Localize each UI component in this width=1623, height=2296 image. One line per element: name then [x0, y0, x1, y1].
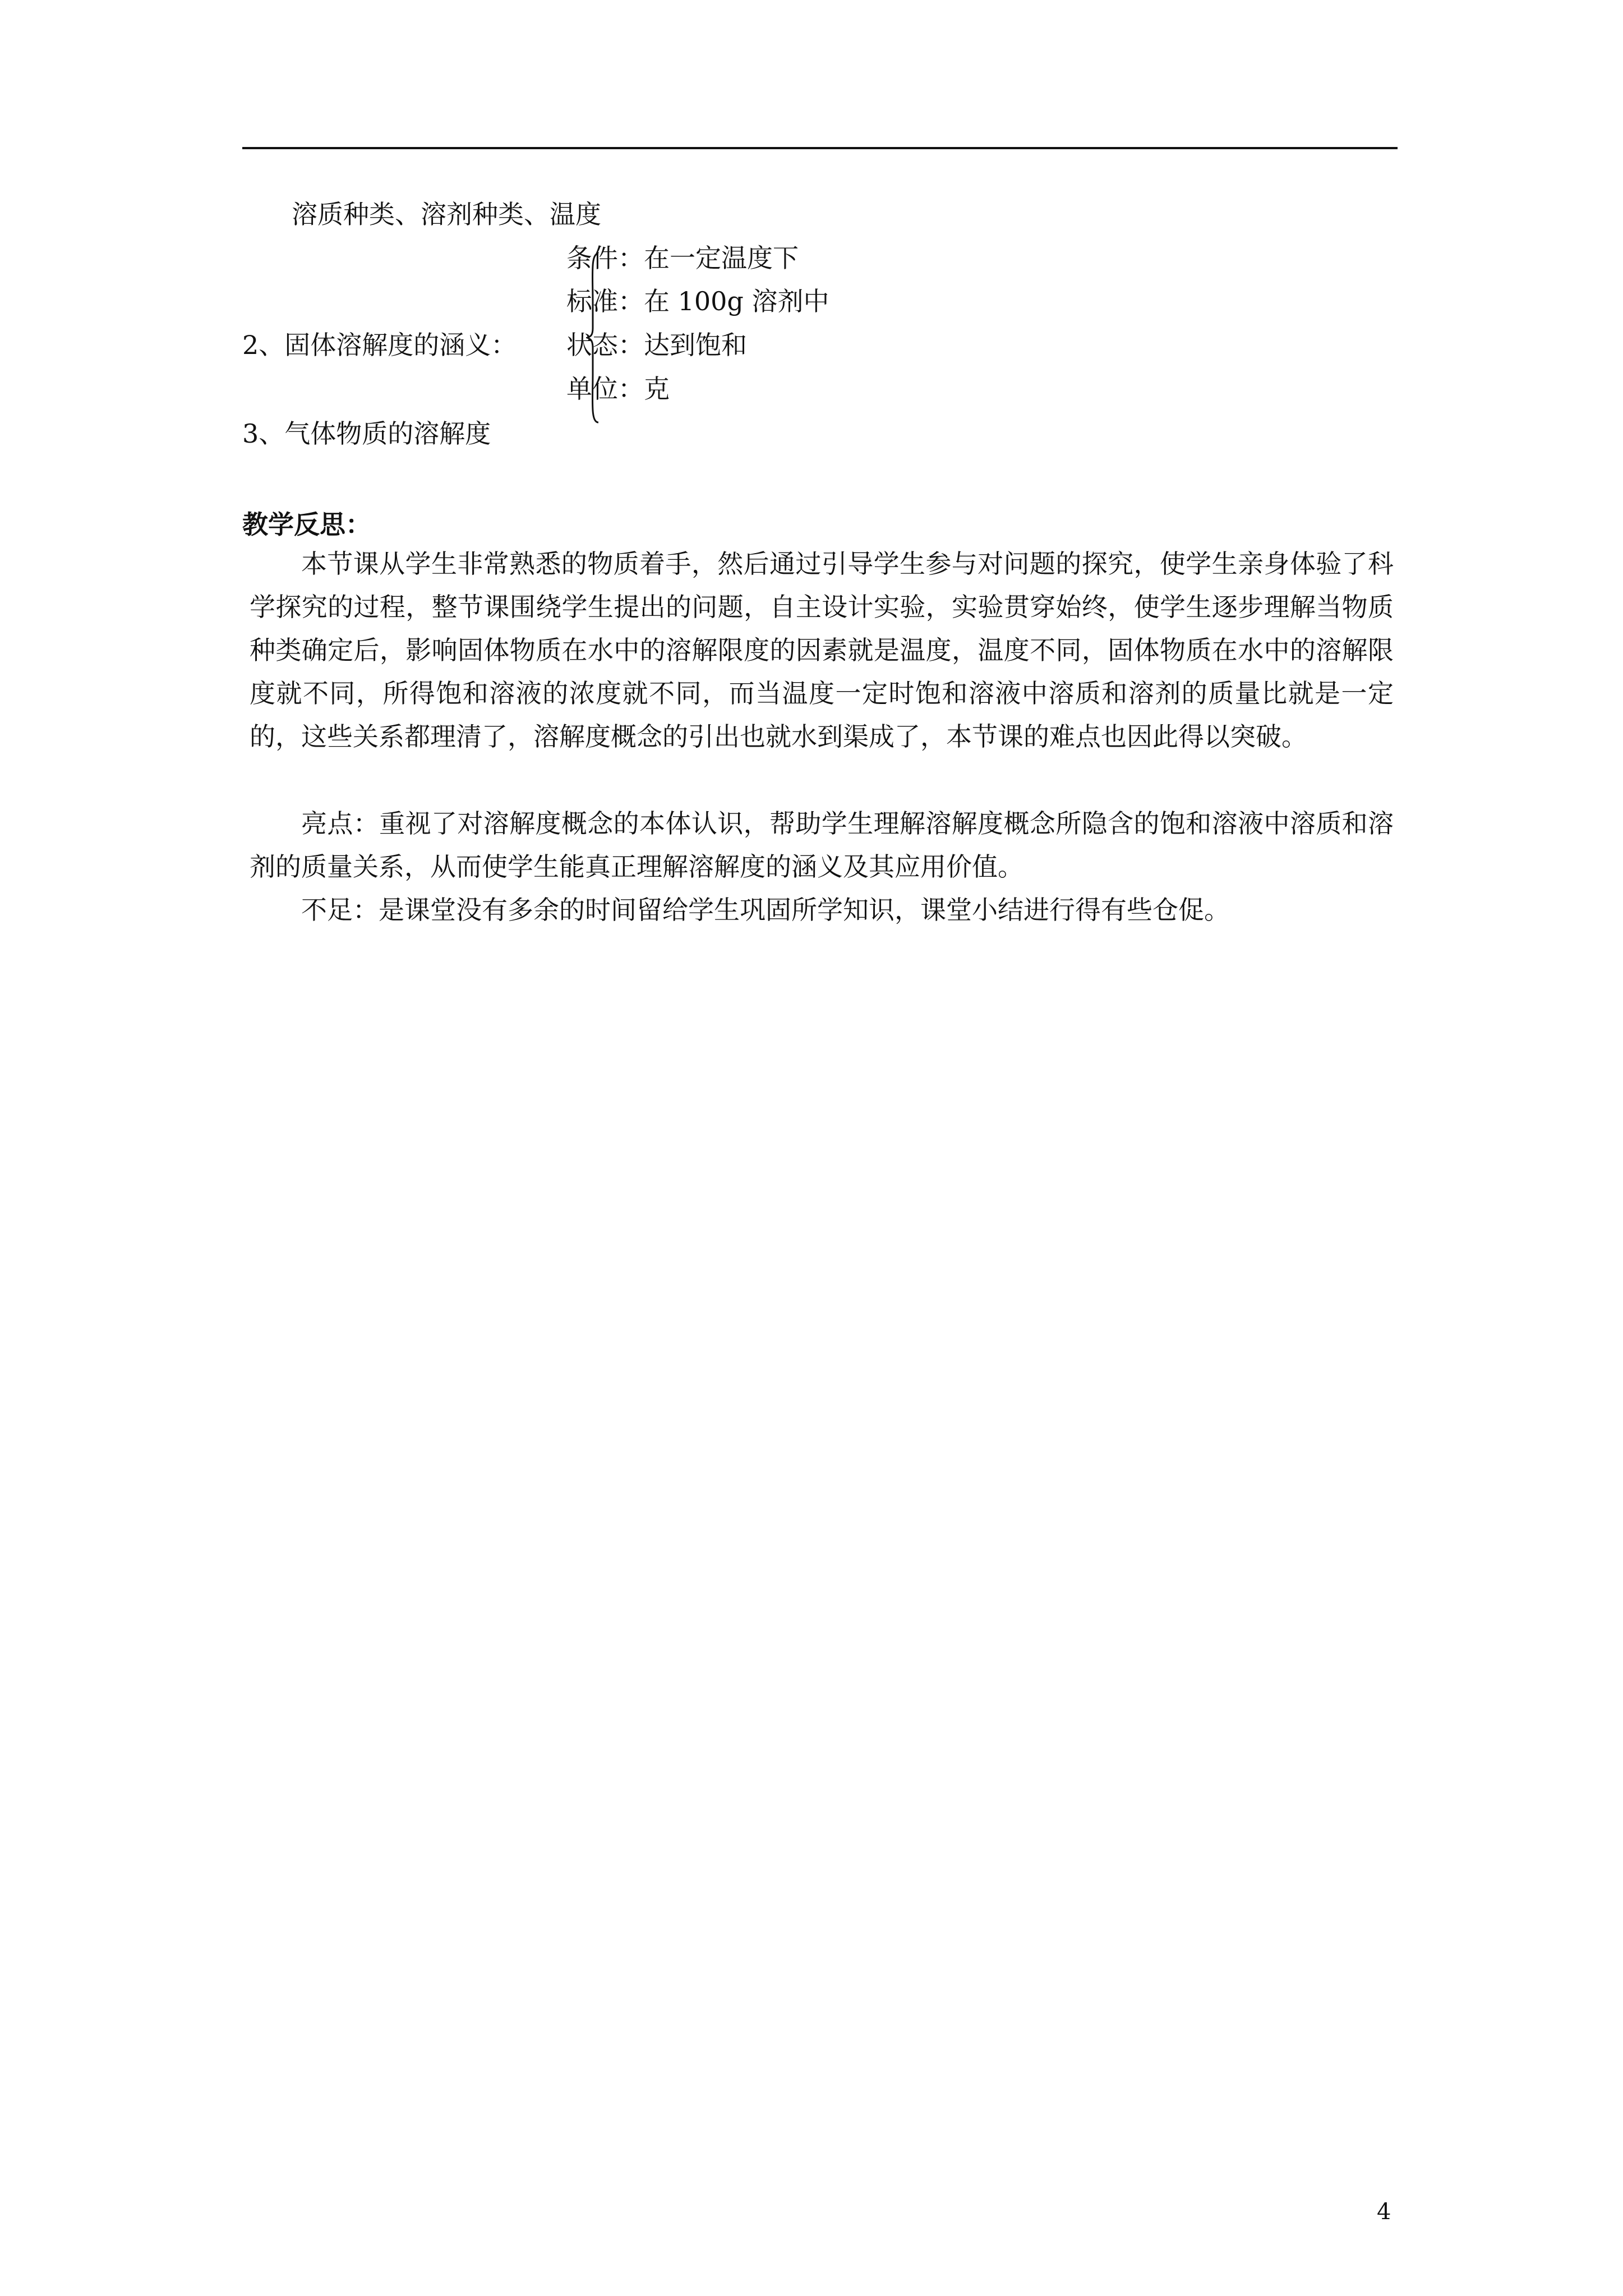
definition-item-label: 标准：	[566, 286, 644, 316]
definition-item-label: 状态：	[566, 330, 644, 360]
definition-item-value: 克	[644, 374, 670, 404]
definition-item-unit	[566, 372, 670, 406]
factors-line: 溶质种类、溶剂种类、温度	[292, 199, 601, 229]
curly-brace	[586, 252, 603, 424]
reflection-paragraph-shortcoming: 不足：是课堂没有多余的时间留给学生巩固所学知识，课堂小结进行得有些仓促。	[301, 895, 1230, 925]
definition-item-label: 条件：	[566, 243, 644, 273]
gas-solubility-line: 3、气体物质的溶解度	[242, 418, 491, 449]
reflection-paragraph-highlight: 亮点：重视了对溶解度概念的本体认识，帮助学生理解溶解度概念所隐含的饱和溶液中溶质和溶剂的质量关系，从而使学生能真正理解溶解度的涵义及其应用价值。	[250, 808, 1394, 882]
definition-item-value: 在 100g 溶剂中	[644, 286, 829, 316]
definition-item-label: 单位：	[566, 374, 644, 404]
definition-item-standard	[566, 284, 829, 318]
reflection-heading: 教学反思：	[242, 509, 371, 540]
reflection-paragraph-main: 本节课从学生非常熟悉的物质着手，然后通过引导学生参与对问题的探究，使学生亲身体验了科学探究的过程，整节课围绕学生提出的问题，自主设计实验，实验贯穿始终，使学生逐步理解当物质种类确定后，影响固体物质在水中的溶解限度的因素就是温度，温度不同，固体物质在水中的溶解限度就不同，所得饱和溶液的浓度就不同，而当温度一定时饱和溶液中溶质和溶剂的质量比就是一定的，这些关系都理清了，溶解度概念的引出也就水到渠成了，本节课的难点也因此得以突破。	[250, 549, 1394, 752]
header-rule	[242, 147, 1398, 149]
definition-item-value: 在一定温度下	[644, 243, 799, 273]
definition-heading: 2、固体溶解度的涵义：	[242, 330, 517, 360]
page-number: 4	[1377, 2199, 1391, 2225]
definition-item-value: 达到饱和	[644, 330, 747, 360]
